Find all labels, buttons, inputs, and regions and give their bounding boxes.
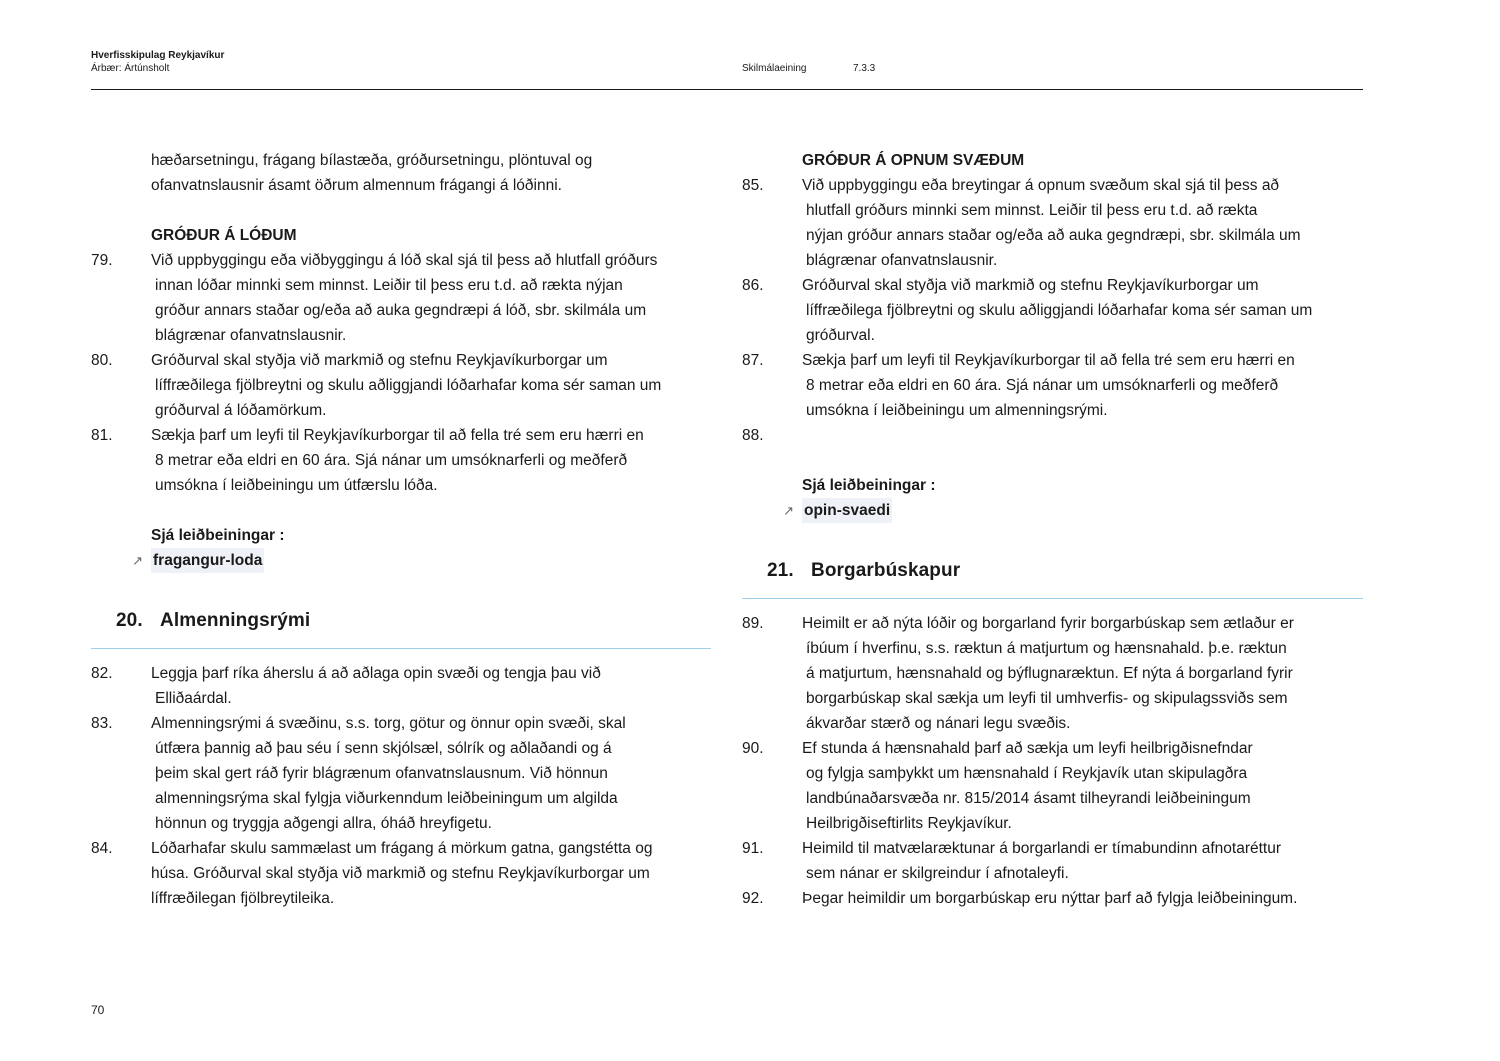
item-text: Almenningsrými á svæðinu, s.s. torg, götur og önnur opin svæði, skal [151, 715, 626, 732]
item-text: húsa. Gróðurval skal styðja við markmið og stefnu Reykjavíkurborgar um [151, 865, 650, 882]
item-number: 87. [742, 352, 764, 369]
right-column [742, 148, 1363, 911]
item-text: Heilbrigðiseftirlits Reykjavíkur. [806, 815, 1012, 832]
item-text: hönnun og tryggja aðgengi allra, óháð hreyfigetu. [155, 815, 492, 832]
guideline-link-text[interactable]: opin-svaedi [802, 498, 892, 523]
see-guidelines-label: Sjá leiðbeiningar : [802, 477, 936, 494]
intro-line: hæðarsetningu, frágang bílastæða, gróðursetningu, plöntuval og [151, 152, 593, 169]
item-text: ákvarðar stærð og nánari legu svæðis. [806, 715, 1071, 732]
item-number: 88. [742, 427, 764, 444]
arrow-up-right-icon: ↗ [783, 503, 794, 518]
item-text: Við uppbyggingu eða breytingar á opnum svæðum skal sjá til þess að [802, 177, 1280, 194]
item-text: á matjurtum, hænsnahald og býflugnaræktun. Ef nýta á borgarland fyrir [806, 665, 1293, 682]
list-item [91, 711, 711, 836]
arrow-up-right-icon: ↗ [132, 553, 143, 568]
item-text: umsókna í leiðbeiningu um almenningsrými. [806, 402, 1108, 419]
document-header [91, 49, 224, 75]
item-text: blágrænar ofanvatnslausnir. [806, 252, 998, 269]
item-text: útfæra þannig að þau séu í senn skjólsæl, sólrík og aðlaðandi og á [155, 740, 612, 757]
item-number: 80. [91, 352, 113, 369]
item-text: umsókna í leiðbeiningu um útfærslu lóða. [155, 477, 438, 494]
item-text: sem nánar er skilgreindur í afnotaleyfi. [806, 865, 1069, 882]
subheading-groður-a-lodum: GRÓÐUR Á LÓÐUM [151, 227, 297, 244]
list-item [742, 736, 1363, 836]
item-number: 85. [742, 177, 764, 194]
item-text: og fylgja samþykkt um hænsnahald í Reykjavík utan skipulagðra [806, 765, 1248, 782]
item-text: Leggja þarf ríka áherslu á að aðlaga opin svæði og tengja þau við [151, 665, 601, 682]
item-text: gróður annars staðar og/eða að auka gegndræpi á lóð, sbr. skilmála um [155, 302, 647, 319]
item-number: 84. [91, 840, 113, 857]
list-item [91, 348, 711, 423]
item-text: Sækja þarf um leyfi til Reykjavíkurborgar til að fella tré sem eru hærri en [802, 352, 1295, 369]
list-item [742, 611, 1363, 736]
list-item [91, 248, 711, 348]
item-text [802, 423, 1363, 448]
section-label: Skilmálaeining [742, 63, 807, 74]
list-item [742, 836, 1363, 886]
section-heading [91, 598, 711, 648]
item-number: 91. [742, 840, 764, 857]
item-text: nýjan gróður annars staðar og/eða að auka gegndræpi, sbr. skilmála um [806, 227, 1301, 244]
item-text: líffræðilega fjölbreytni og skulu aðliggjandi lóðarhafar koma sér saman um [155, 377, 662, 394]
left-column [91, 148, 711, 911]
item-number: 79. [91, 252, 113, 269]
section-heading-title: Almenningsrými [160, 610, 311, 631]
item-number: 82. [91, 665, 113, 682]
document-title: Hverfisskipulag Reykjavíkur [91, 50, 225, 61]
document-subtitle: Árbær: Ártúnsholt [91, 63, 170, 74]
item-text: íbúum í hverfinu, s.s. ræktun á matjurtum og hænsnahald. þ.e. ræktun [806, 640, 1287, 657]
item-text: borgarbúskap skal sækja um leyfi til umhverfis- og skipulagssviðs sem [806, 690, 1288, 707]
item-text: Ef stunda á hænsnahald þarf að sækja um leyfi heilbrigðisnefndar [802, 740, 1253, 757]
item-text: almenningsrýma skal fylgja viðurkenndum leiðbeiningum um algilda [155, 790, 618, 807]
item-text: 8 metrar eða eldri en 60 ára. Sjá nánar um umsóknarferli og meðferð [806, 377, 1279, 394]
item-text: líffræðilegan fjölbreytileika. [151, 890, 335, 907]
item-number: 81. [91, 427, 113, 444]
section-divider [742, 598, 1363, 599]
list-item [742, 886, 1363, 911]
item-text: Við uppbyggingu eða viðbyggingu á lóð skal sjá til þess að hlutfall gróðurs [151, 252, 658, 269]
page-number: 70 [91, 1003, 105, 1017]
list-item [91, 423, 711, 498]
item-text: Lóðarhafar skulu sammælast um frágang á mörkum gatna, gangstétta og [151, 840, 653, 857]
item-number: 92. [742, 890, 764, 907]
list-item [91, 836, 711, 911]
item-text: Heimilt er að nýta lóðir og borgarland fyrir borgarbúskap sem ætlaður er [802, 615, 1294, 632]
list-item [742, 348, 1363, 423]
section-heading-number: 21. [767, 560, 794, 581]
item-text: Elliðaárdal. [155, 690, 232, 707]
item-text: 8 metrar eða eldri en 60 ára. Sjá nánar um umsóknarferli og meðferð [155, 452, 628, 469]
intro-line: ofanvatnslausnir ásamt öðrum almennum frágangi á lóðinni. [151, 177, 562, 194]
list-item [742, 273, 1363, 348]
header-divider [91, 89, 1363, 90]
section-heading-number: 20. [116, 610, 143, 631]
item-text: blágrænar ofanvatnslausnir. [155, 327, 347, 344]
list-item [742, 423, 1363, 448]
guideline-link[interactable] [742, 498, 1363, 523]
item-text: þeim skal gert ráð fyrir blágrænum ofanvatnslausnum. Við hönnun [155, 765, 608, 782]
section-heading-title: Borgarbúskapur [811, 560, 961, 581]
section-number: 7.3.3 [853, 63, 876, 74]
item-text: Gróðurval skal styðja við markmið og stefnu Reykjavíkurborgar um [802, 277, 1259, 294]
see-guidelines-label: Sjá leiðbeiningar : [151, 527, 285, 544]
subheading-grodur-a-opnum-svaedum: GRÓÐUR Á OPNUM SVÆÐUM [802, 152, 1025, 169]
item-number: 89. [742, 615, 764, 632]
guideline-link[interactable] [91, 548, 711, 573]
item-number: 90. [742, 740, 764, 757]
item-text: Heimild til matvælaræktunar á borgarlandi er tímabundinn afnotaréttur [802, 840, 1282, 857]
item-text: hlutfall gróðurs minnki sem minnst. Leiðir til þess eru t.d. að rækta [806, 202, 1258, 219]
section-divider [91, 648, 711, 649]
guideline-link-text[interactable]: fragangur-loda [151, 548, 264, 573]
item-text: Þegar heimildir um borgarbúskap eru nýttar þarf að fylgja leiðbeiningum. [802, 890, 1298, 907]
list-item [91, 661, 711, 711]
item-text: gróðurval. [806, 327, 875, 344]
item-number: 86. [742, 277, 764, 294]
item-text: Gróðurval skal styðja við markmið og stefnu Reykjavíkurborgar um [151, 352, 608, 369]
item-number: 83. [91, 715, 113, 732]
item-text: landbúnaðarsvæða nr. 815/2014 ásamt tilheyrandi leiðbeiningum [806, 790, 1251, 807]
item-text: gróðurval á lóðamörkum. [155, 402, 327, 419]
item-text: Sækja þarf um leyfi til Reykjavíkurborgar til að fella tré sem eru hærri en [151, 427, 644, 444]
item-text: innan lóðar minnki sem minnst. Leiðir til þess eru t.d. að rækta nýjan [155, 277, 623, 294]
section-heading [742, 548, 1363, 598]
item-text: líffræðilega fjölbreytni og skulu aðliggjandi lóðarhafar koma sér saman um [806, 302, 1313, 319]
list-item [742, 173, 1363, 273]
